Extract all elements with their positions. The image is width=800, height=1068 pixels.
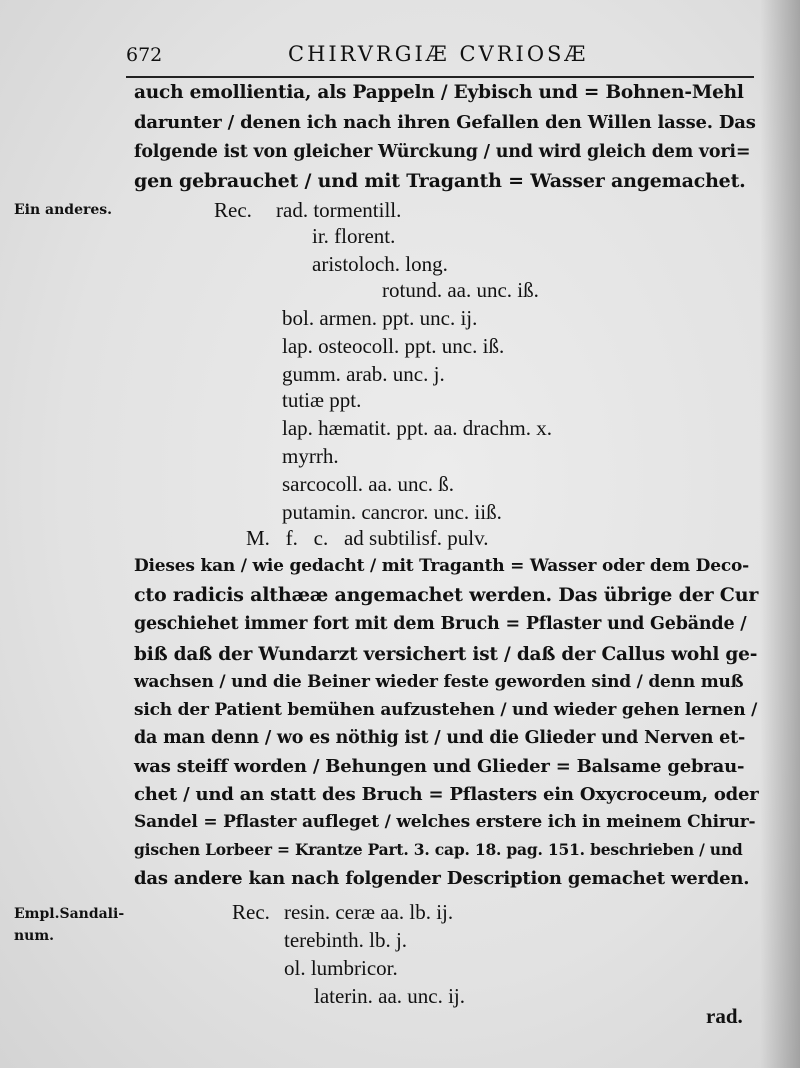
- margin-note-empl-sandalinum-2: num.: [14, 928, 55, 944]
- recipe-mfc: M. f. c. ad subtilisf. pulv.: [246, 526, 489, 550]
- recipe-item: rotund. aa. unc. iß.: [382, 278, 539, 302]
- page-number: 672: [126, 44, 163, 66]
- body-line: darunter / denen ich nach ihren Gefallen den Willen lasse. Das: [134, 112, 756, 133]
- body-line: Sandel = Pflaster aufleget / welches erstere ich in meinem Chirur-: [134, 812, 756, 832]
- body-line: gischen Lorbeer = Krantze Part. 3. cap. 18. pag. 151. beschrieben / und: [134, 840, 743, 859]
- body-line: wachsen / und die Beiner wieder feste geworden sind / denn muß: [134, 672, 744, 692]
- body-line: geschiehet immer fort mit dem Bruch = Pflaster und Gebände /: [134, 614, 747, 634]
- recipe-item: laterin. aa. unc. ij.: [314, 984, 466, 1008]
- recipe-item: aristoloch. long.: [312, 252, 448, 276]
- body-line: Dieses kan / wie gedacht / mit Traganth = Wasser oder dem Deco-: [134, 556, 749, 576]
- body-line: sich der Patient bemühen aufzustehen / und wieder gehen lernen /: [134, 700, 758, 720]
- body-line: cto radicis althææ angemachet werden. Das übrige der Cur: [134, 584, 759, 606]
- recipe-item: putamin. cancror. unc. iiß.: [282, 500, 502, 524]
- running-title: CHIRVRGIÆ CVRIOSÆ: [288, 42, 589, 66]
- recipe-item: lap. hæmatit. ppt. aa. drachm. x.: [282, 416, 553, 440]
- recipe-item: terebinth. lb. j.: [284, 928, 408, 952]
- recipe-item: rad. tormentill.: [276, 198, 402, 222]
- recipe-item: resin. ceræ aa. lb. ij.: [284, 900, 454, 924]
- gutter-shadow: [760, 0, 800, 1068]
- page-header: [126, 40, 746, 70]
- body-line: gen gebrauchet / und mit Traganth = Wasser angemachet.: [134, 170, 746, 192]
- body-line: was steiff worden / Behungen und Glieder = Balsame gebrau-: [134, 756, 745, 777]
- recipe-item: myrrh.: [282, 444, 339, 468]
- recipe-rec-label: Rec.: [214, 198, 252, 222]
- body-line: da man denn / wo es nöthig ist / und die Glieder und Nerven et-: [134, 728, 746, 748]
- body-line: biß daß der Wundarzt versichert ist / daß der Callus wohl ge-: [134, 644, 758, 665]
- margin-note-empl-sandalinum-1: Empl.Sandali-: [14, 906, 125, 922]
- body-line: das andere kan nach folgender Description gemachet werden.: [134, 868, 750, 889]
- body-line: folgende ist von gleicher Würckung / und wird gleich dem vori=: [134, 142, 751, 162]
- recipe-item: sarcocoll. aa. unc. ß.: [282, 472, 455, 496]
- catchword: rad.: [706, 1004, 743, 1028]
- recipe-item: tutiæ ppt.: [282, 388, 362, 412]
- recipe-item: ol. lumbricor.: [284, 956, 398, 980]
- recipe-item: bol. armen. ppt. unc. ij.: [282, 306, 478, 330]
- recipe-item: lap. osteocoll. ppt. unc. iß.: [282, 334, 505, 358]
- body-line: chet / und an statt des Bruch = Pflasters ein Oxycroceum, oder: [134, 784, 759, 805]
- recipe-rec-label: Rec.: [232, 900, 270, 924]
- header-rule: [126, 76, 754, 78]
- body-line: auch emollientia, als Pappeln / Eybisch und = Bohnen-Mehl: [134, 82, 744, 103]
- margin-note-ein-anderes: Ein anderes.: [14, 202, 113, 218]
- recipe-item: ir. florent.: [312, 224, 396, 248]
- recipe-item: gumm. arab. unc. j.: [282, 362, 445, 386]
